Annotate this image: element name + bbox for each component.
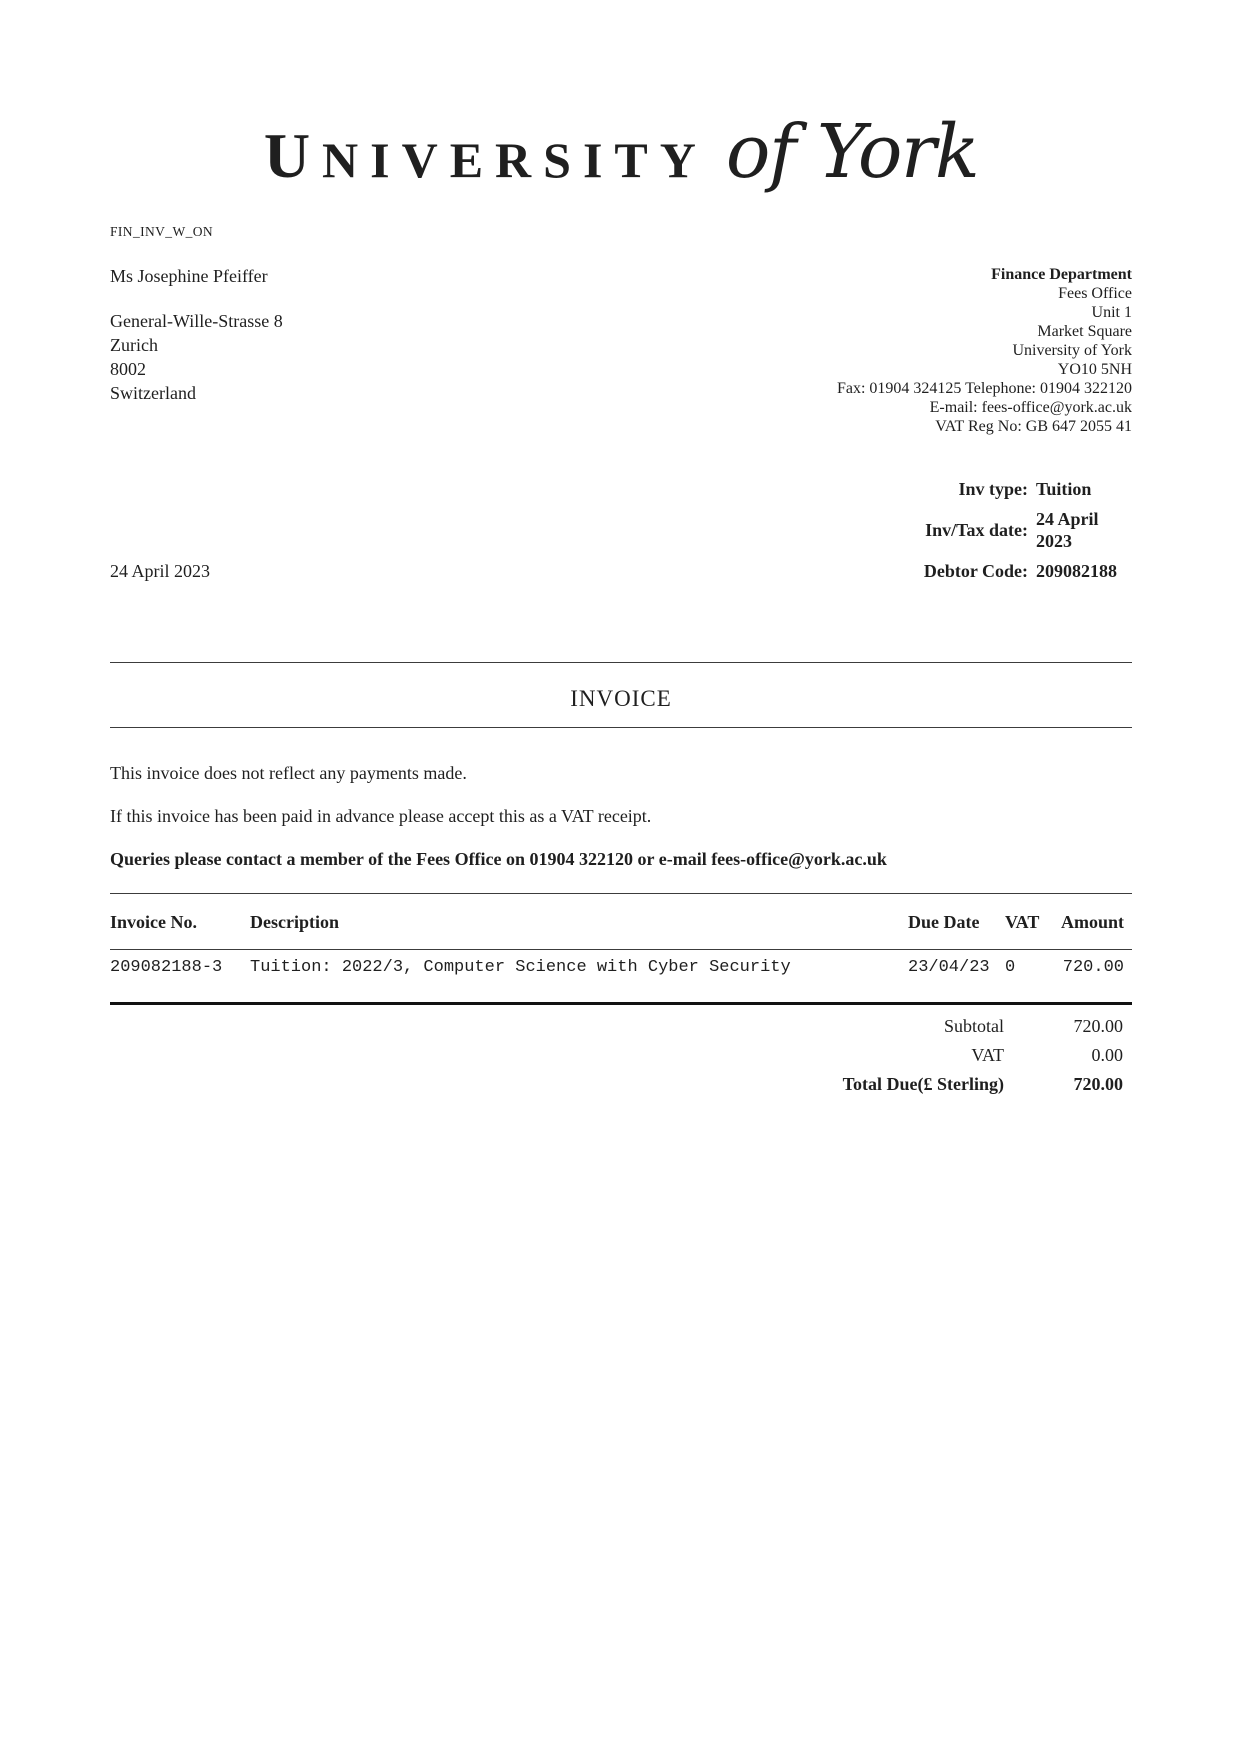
vat-row [110,1041,1132,1070]
note-queries: Queries please contact a member of the Fees Office on 01904 322120 or e-mail fees-office@york.ac.uk [110,849,887,869]
document-date: 24 April 2023 [110,561,211,581]
recipient-name: Ms Josephine Pfeiffer [110,266,268,286]
debtor-code-pair [924,560,1132,582]
note-vat-receipt: If this invoice has been paid in advance please accept this as a VAT receipt. [110,806,652,826]
vat-label: VAT [971,1045,1004,1065]
sender-line: Market Square [1037,323,1132,340]
cell-amount: 720.00 [1062,958,1124,977]
total-due-row [110,1070,1132,1099]
cell-due-date: 23/04/23 [908,958,990,977]
debtor-code-label: Debtor Code: [923,561,1028,581]
form-code: FIN_INV_W_ON [110,224,214,239]
cell-description: Tuition: 2022/3, Computer Science with Cyber Security [250,958,791,977]
inv-type-value: Tuition [1036,479,1092,499]
inv-type-label: Inv type: [958,479,1028,499]
invoice-title-banner [110,662,1132,728]
note-no-payments: This invoice does not reflect any payments made. [110,763,467,783]
inv-tax-date-label: Inv/Tax date: [925,520,1028,540]
recipient-address-line: Zurich [110,335,158,355]
table-row [110,950,1132,978]
sender-line: E-mail: fees-office@york.ac.uk [929,399,1132,416]
page-content [0,109,1242,1099]
recipient-address [110,309,283,405]
cell-vat: 0 [1005,958,1016,977]
vat-value: 0.00 [1091,1045,1123,1065]
header-due-date: Due Date [908,912,980,932]
sender-line: VAT Reg No: GB 647 2055 41 [935,418,1132,435]
inv-tax-date-value: 24 April 2023 [1036,509,1099,551]
sender-line: University of York [1012,342,1132,359]
recipient-address-line: Switzerland [110,383,196,403]
header-amount: Amount [1060,912,1124,932]
subtotal-label: Subtotal [943,1016,1004,1036]
table-bottom-rule [110,1002,1132,1005]
items-table [110,893,1132,1005]
sender-block [837,265,1132,436]
university-of-york-logo [110,109,1132,195]
header-description: Description [250,912,339,932]
total-due-value: 720.00 [1073,1074,1123,1094]
invoice-title: INVOICE [570,686,672,711]
sender-line: Unit 1 [1091,304,1132,321]
invoice-meta [110,478,1132,582]
inv-type-row [110,478,1132,500]
logo-of-york-script: of York [725,109,979,195]
recipient-block [110,265,283,436]
recipient-address-line: 8002 [110,359,146,379]
recipient-address-line: General-Wille-Strasse 8 [110,311,283,331]
header-invoice-no: Invoice No. [110,912,197,932]
totals-block [110,1012,1132,1099]
sender-line: Fax: 01904 324125 Telephone: 01904 322120 [836,380,1132,397]
date-debtor-row [110,560,1132,582]
sender-department: Finance Department [991,266,1132,283]
address-header [110,265,1132,436]
total-due-label: Total Due(£ Sterling) [842,1074,1004,1094]
sender-line: Fees Office [1058,285,1132,302]
table-header-row [110,894,1132,950]
logo-university-text: UNIVERSITY [263,120,708,191]
inv-tax-date-row [110,508,1132,552]
subtotal-row [110,1012,1132,1041]
header-vat: VAT [1005,912,1040,932]
sender-line: YO10 5NH [1057,361,1132,378]
cell-invoice-no: 209082188-3 [110,958,223,977]
debtor-code-value: 209082188 [1036,561,1117,581]
subtotal-value: 720.00 [1073,1016,1123,1036]
